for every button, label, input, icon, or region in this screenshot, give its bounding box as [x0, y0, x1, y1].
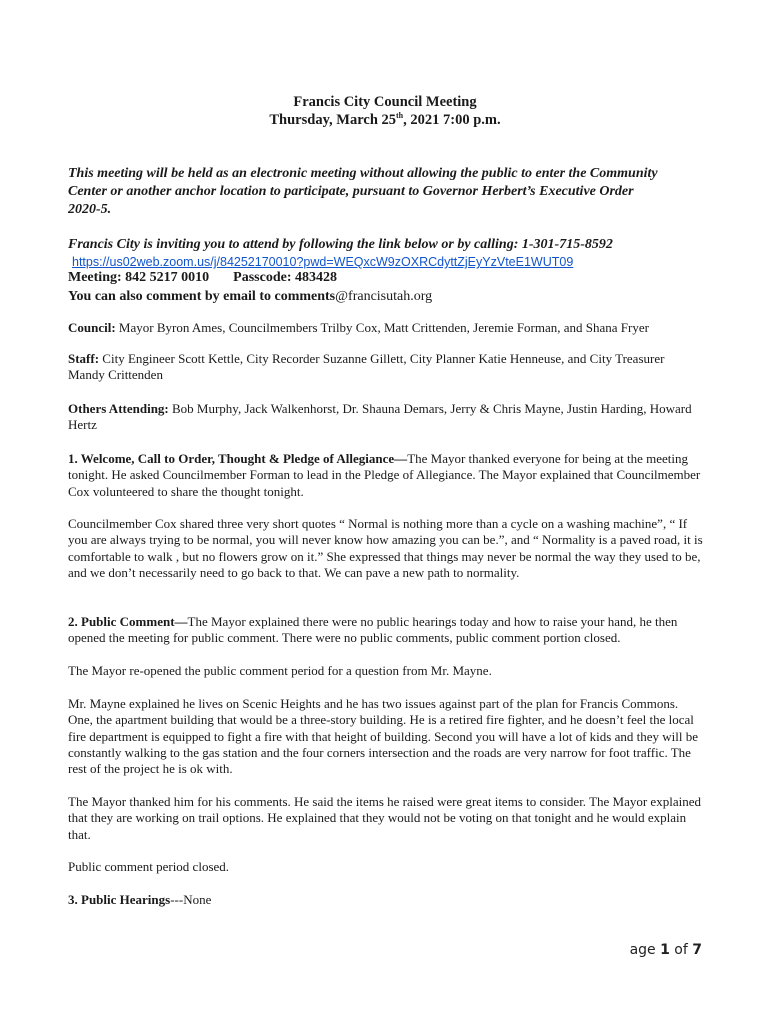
current-page: 1	[660, 942, 670, 958]
zoom-link[interactable]: https://us02web.zoom.us/j/84252170010?pwd=WEQxcW9zOXRCdyttZjEyYzVteE1WUT09	[72, 255, 574, 269]
section-2-heading: 2. Public Comment—	[68, 614, 188, 629]
section-2-mayor-response: The Mayor thanked him for his comments. He said the items he raised were great items to consider. The Mayor explained that they are working on trail options. He explained that they would not be voting on that tonight and he would explain that.	[68, 794, 701, 842]
date-superscript: th	[396, 111, 404, 121]
page-of: of	[669, 942, 693, 958]
section-2-text: The Mayor explained there were no public hearings today and how to raise your hand, he then opened the meeting for public comment. There were no public comments, public comment portion closed.	[68, 614, 678, 646]
invite-text: Francis City is inviting you to attend by following the link below or by calling: 1-301-715-8592	[68, 237, 613, 252]
section-1-text: The Mayor thanked everyone for being at the meeting tonight. He asked Councilmember Forman to lead in the Pledge of Allegiance. The Mayor explained that Councilmember Cox volunteered to share the thought tonight.	[68, 451, 701, 499]
staff-text: City Engineer Scott Kettle, City Recorder Suzanne Gillett, City Planner Katie Henneuse, and City Treasurer Mandy Crittenden	[68, 351, 665, 383]
section-2	[68, 614, 704, 647]
section-3-text: ---None	[170, 892, 212, 907]
section-2-mayne-comment: Mr. Mayne explained he lives on Scenic Heights and he has two issues against part of the plan for Francis Commons. One, the apartment building that would be a three-story building. He is a retired fire fighter, and he doesn’t feel the local fire department is equipped to fight a fire with that height of building. Second you will have a lot of kids and they will be constantly walking to the gas station and the four corners intersection and the roads are very narrow for foot traffic. The rest of the project he is ok with.	[68, 696, 698, 777]
others-attending	[68, 401, 704, 434]
section-3	[68, 892, 704, 908]
email-prefix: You can also comment by email to comments	[68, 289, 336, 304]
section-1-heading: 1. Welcome, Call to Order, Thought & Pledge of Allegiance—	[68, 451, 408, 466]
page-number	[630, 942, 702, 958]
date-time: , 2021 7:00 p.m.	[403, 112, 501, 128]
meeting-date	[0, 112, 770, 129]
total-pages: 7	[692, 942, 702, 958]
electronic-meeting-notice: This meeting will be held as an electronic meeting without allowing the public to enter the Community Center or another anchor location to participate, pursuant to Governor Herbert’s Executive Order 2020-5.	[68, 166, 658, 217]
others-label: Others Attending:	[68, 401, 169, 416]
page-prefix: age	[629, 942, 661, 958]
email-comment-line	[68, 289, 704, 305]
meeting-id-line	[68, 270, 704, 286]
others-text: Bob Murphy, Jack Walkenhorst, Dr. Shauna Demars, Jerry & Chris Mayne, Justin Harding, Howard Hertz	[68, 401, 692, 433]
date-text: Thursday, March 25	[269, 112, 397, 128]
section-1-quotes: Councilmember Cox shared three very short quotes “ Normal is nothing more than a cycle on a washing machine”, “ If you are always trying to be normal, you will never know how amazing you can be.”, and “ Normality is a paved road, it is comfortable to walk , but no flowers grow on it.” She expressed that things may never be normal the way they used to be, and we don’t necessarily need to go back to that. We can pave a new path to normality.	[68, 516, 703, 580]
council-text: Mayor Byron Ames, Councilmembers Trilby Cox, Matt Crittenden, Jeremie Forman, and Shana Fryer	[118, 320, 649, 335]
meeting-title: Francis City Council Meeting	[293, 94, 477, 110]
section-3-heading: 3. Public Hearings	[68, 892, 171, 907]
section-2-closed: Public comment period closed.	[68, 859, 230, 874]
section-1	[68, 451, 704, 500]
council-label: Council:	[68, 320, 116, 335]
email-domain: @francisutah.org	[335, 289, 433, 304]
staff-label: Staff:	[68, 351, 100, 366]
council-attendees	[68, 320, 704, 336]
staff-attendees	[68, 351, 704, 384]
passcode: Passcode: 483428	[233, 270, 337, 285]
meeting-id: Meeting: 842 5217 0010	[68, 270, 210, 285]
section-2-reopen: The Mayor re-opened the public comment period for a question from Mr. Mayne.	[68, 663, 492, 678]
